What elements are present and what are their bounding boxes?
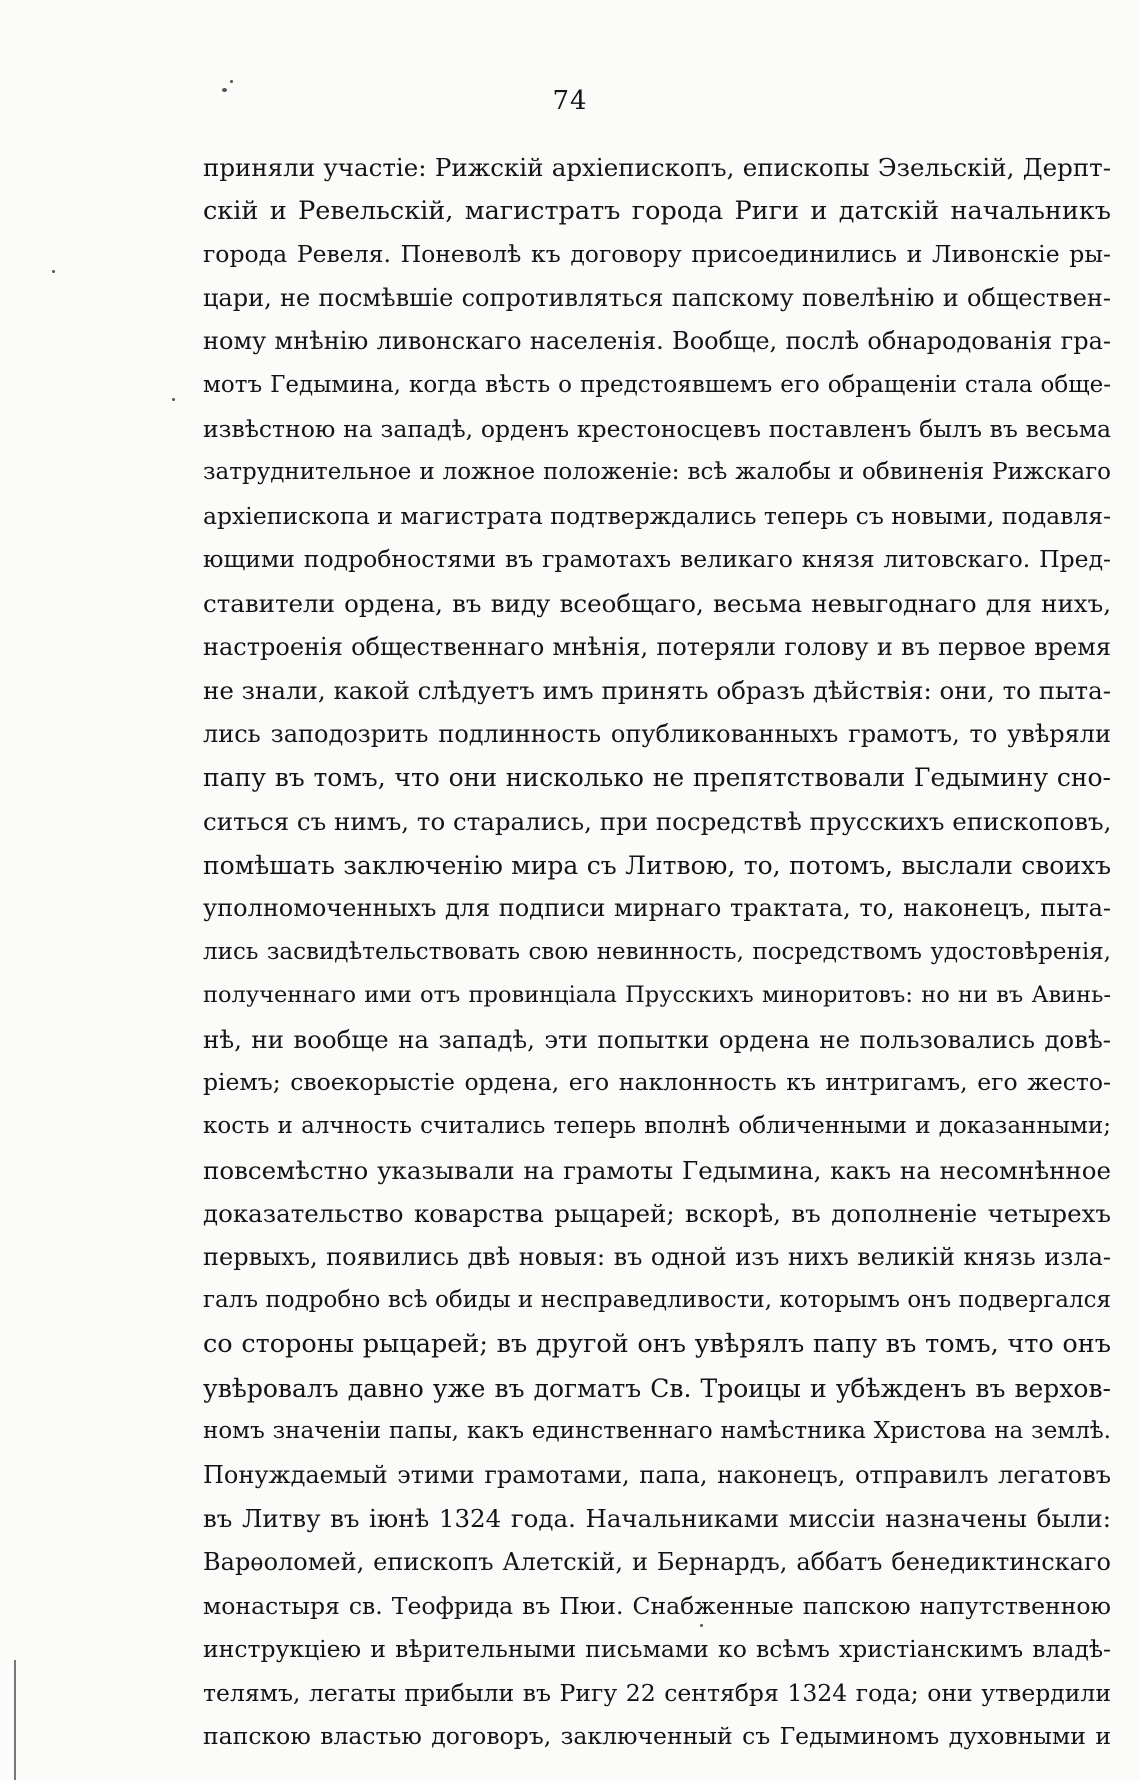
scan-speck (52, 270, 55, 273)
text-line: галъ подробно всѣ обиды и несправедливости, которымъ онъ подвергался (203, 1287, 1111, 1314)
text-line: телямъ, легаты прибыли въ Ригу 22 сентября 1324 года; они утвердили (203, 1678, 1111, 1707)
scan-speck (222, 88, 227, 92)
text-line: увѣровалъ давно уже въ догматъ Св. Троицы и убѣжденъ въ верхов- (203, 1373, 1111, 1403)
text-line: нѣ, ни вообще на западѣ, эти попытки ордена не пользовались довѣ- (203, 1024, 1111, 1054)
text-line: папу въ томъ, что они нисколько не препятствовали Гедымину сно- (203, 763, 1111, 793)
text-line: инструкціею и вѣрительными письмами ко всѣмъ христіанскимъ владѣ- (203, 1635, 1111, 1664)
text-line: доказательство коварства рыцарей; вскорѣ, въ дополненіе четырехъ (203, 1199, 1111, 1229)
text-line: уполномоченныхъ для подписи мирнаго трактата, то, наконецъ, пыта- (203, 894, 1111, 923)
text-line: не знали, какой слѣдуетъ имъ принять образъ дѣйствія: они, то пыта- (203, 676, 1111, 706)
text-line: настроенія общественнаго мнѣнія, потеряли голову и въ первое время (203, 632, 1111, 661)
text-line: ситься съ нимъ, то старались, при посредствѣ прусскихъ епископовъ, (203, 806, 1111, 836)
text-line: скій и Ревельскій, магистратъ города Риги и датскій начальникъ (203, 195, 1111, 226)
scan-speck (230, 80, 233, 83)
text-line: монастыря св. Теофрида въ Пюи. Снабженные папскою напутственною (203, 1591, 1111, 1620)
text-line: архіепископа и магистрата подтверждались теперь съ новыми, подавля- (203, 501, 1111, 530)
text-line: въ Литву въ іюнѣ 1324 года. Начальниками миссіи назначены были: (203, 1504, 1111, 1534)
body-text (203, 146, 1111, 1759)
text-line: извѣстною на западѣ, орденъ крестоносцевъ поставленъ былъ въ весьма (203, 414, 1111, 443)
text-line: полученнаго ими отъ провинціала Прусскихъ миноритовъ: но ни въ Авинь- (203, 982, 1111, 1009)
scan-edge (14, 1660, 16, 1780)
page-number: 74 (552, 86, 588, 116)
text-line: кость и алчность считались теперь вполнѣ обличенными и доказанными; (203, 1113, 1111, 1140)
text-line: повсемѣстно указывали на грамоты Гедымина, какъ на несомнѣнное (203, 1155, 1111, 1185)
scan-speck (172, 398, 175, 401)
text-line: лись заподозрить подлинность опубликованныхъ грамотъ, то увѣряли (203, 719, 1111, 748)
text-line: приняли участіе: Рижскій архіепископъ, епископы Эзельскій, Дерпт- (203, 153, 1111, 182)
text-line: номъ значеніи папы, какъ единственнаго намѣстника Христова на землѣ. (203, 1418, 1111, 1445)
text-line: Варѳоломей, епископъ Алетскій, и Бернардъ, аббатъ бенедиктинскаго (203, 1548, 1111, 1576)
text-line: цари, не посмѣвшіе сопротивляться папскому повелѣнію и обществен- (203, 283, 1111, 312)
text-line: ставители ордена, въ виду всеобщаго, весьма невыгоднаго для нихъ, (203, 588, 1111, 618)
text-line: первыхъ, появились двѣ новыя: въ одной изъ нихъ великій князь изла- (203, 1242, 1111, 1271)
text-line: ющими подробностями въ грамотахъ великаго князя литовскаго. Пред- (203, 545, 1111, 574)
text-line: помѣшать заключенію мира съ Литвою, то, потомъ, выслали своихъ (203, 850, 1111, 880)
text-line: лись засвидѣтельствовать свою невинность, посредствомъ удостовѣренія, (203, 938, 1111, 965)
text-line: мотъ Гедымина, когда вѣсть о предстоявшемъ его обращеніи стала обще- (203, 371, 1111, 398)
text-line: со стороны рыцарей; въ другой онъ увѣрялъ папу въ томъ, что онъ (203, 1329, 1111, 1360)
text-line: ріемъ; своекорыстіе ордена, его наклонность къ интригамъ, его жесто- (203, 1068, 1111, 1097)
text-line: затруднительное и ложное положеніе: всѣ жалобы и обвиненія Рижскаго (203, 459, 1111, 486)
text-line: города Ревеля. Поневолѣ къ договору присоединились и Ливонскіе ры- (203, 240, 1111, 269)
text-line: папскою властью договоръ, заключенный съ Гедыминомъ духовными и (203, 1722, 1111, 1751)
text-line: Понуждаемый этими грамотами, папа, наконецъ, отправилъ легатовъ (203, 1460, 1111, 1489)
text-line: ному мнѣнію ливонскаго населенія. Вообще, послѣ обнародованія гра- (203, 327, 1111, 356)
scan-speck (700, 1624, 703, 1627)
